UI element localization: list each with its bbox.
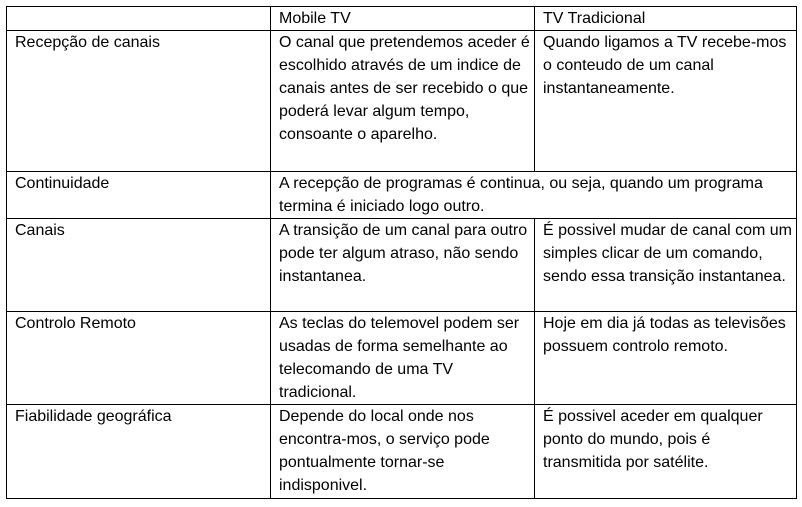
table-row <box>7 31 797 172</box>
tv-tradicional-cell: É possivel mudar de canal com um simples clicar de um comando, sendo essa transição instantanea. <box>535 219 797 312</box>
table-row <box>7 172 797 219</box>
mobile-tv-cell: As teclas do telemovel podem ser usadas de forma semelhante ao telecomando de uma TV tradicional. <box>271 312 535 405</box>
tv-tradicional-cell: Hoje em dia já todas as televisões possuem controlo remoto. <box>535 312 797 405</box>
table-row <box>7 405 797 499</box>
row-label: Recepção de canais <box>7 31 271 172</box>
merged-cell: A recepção de programas é continua, ou seja, quando um programa termina é iniciado logo outro. <box>271 172 797 219</box>
table-row <box>7 312 797 405</box>
mobile-tv-cell: Depende do local onde nos encontra-mos, o serviço pode pontualmente tornar-se indisponivel. <box>271 405 535 499</box>
table-row <box>7 219 797 312</box>
row-label: Fiabilidade geográfica <box>7 405 271 499</box>
row-label: Controlo Remoto <box>7 312 271 405</box>
header-cell-mobile-tv: Mobile TV <box>271 7 535 31</box>
header-cell-tv-tradicional: TV Tradicional <box>535 7 797 31</box>
row-label: Continuidade <box>7 172 271 219</box>
header-cell-empty <box>7 7 271 31</box>
mobile-tv-cell: O canal que pretendemos aceder é escolhido através de um indice de canais antes de ser recebido o que poderá levar algum tempo, consoante o aparelho. <box>271 31 535 172</box>
comparison-table <box>6 6 797 499</box>
tv-tradicional-cell: É possivel aceder em qualquer ponto do mundo, pois é transmitida por satélite. <box>535 405 797 499</box>
tv-tradicional-cell: Quando ligamos a TV recebe-mos o conteudo de um canal instantaneamente. <box>535 31 797 172</box>
mobile-tv-cell: A transição de um canal para outro pode ter algum atraso, não sendo instantanea. <box>271 219 535 312</box>
row-label: Canais <box>7 219 271 312</box>
header-row <box>7 7 797 31</box>
